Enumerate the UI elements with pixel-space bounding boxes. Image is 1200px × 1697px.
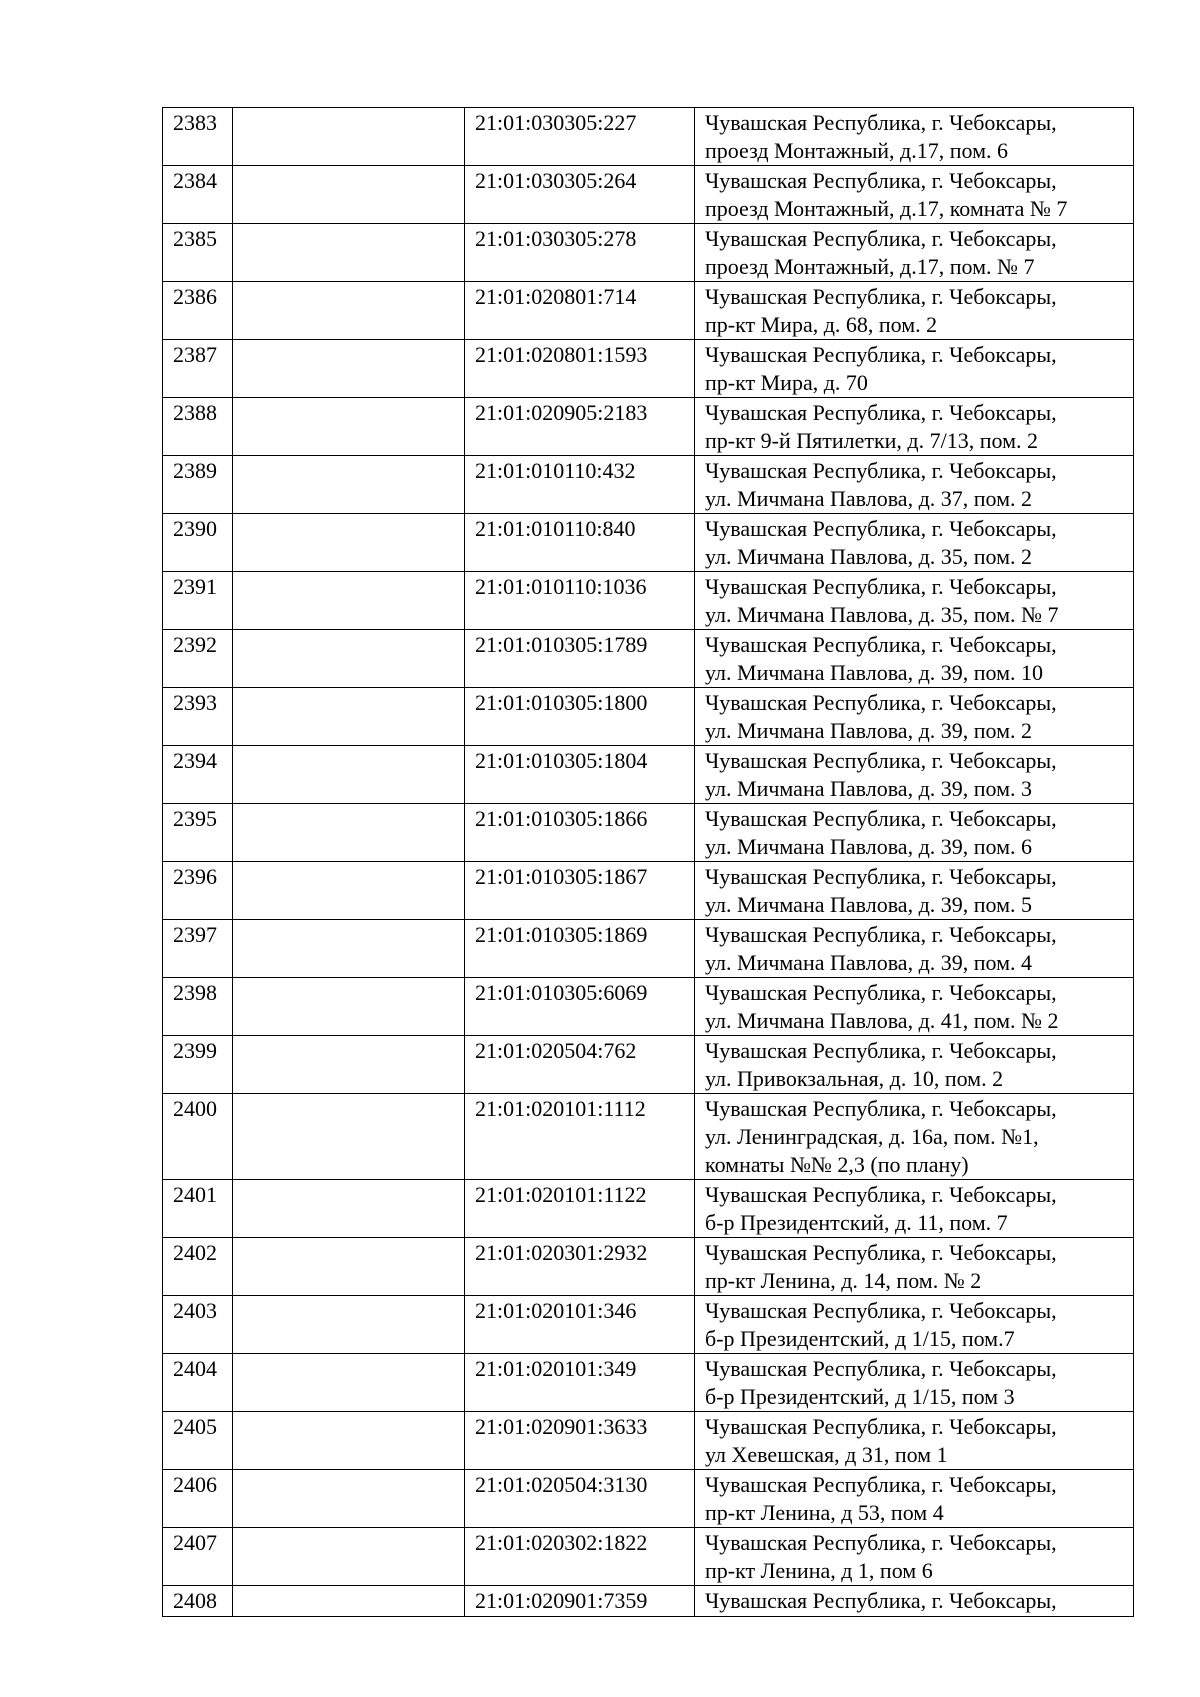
- address-line: пр-кт 9-й Пятилетки, д. 7/13, пом. 2: [705, 428, 1039, 453]
- address-line: Чувашская Республика, г. Чебоксары,: [705, 748, 1057, 773]
- table-row: [163, 1238, 1134, 1296]
- cadastral-number-cell: 21:01:010110:840: [465, 514, 695, 572]
- cadastral-number-cell: 21:01:020901:7359: [465, 1586, 695, 1617]
- cadastral-number-cell: 21:01:020101:346: [465, 1296, 695, 1354]
- row-number-cell: 2392: [163, 630, 233, 688]
- empty-cell: [233, 224, 465, 282]
- row-number-cell: 2396: [163, 862, 233, 920]
- address-cell: [695, 166, 1134, 224]
- table-row: [163, 1586, 1134, 1617]
- registry-table-body: [163, 108, 1134, 1617]
- address-cell: [695, 1094, 1134, 1180]
- address-line: комнаты №№ 2,3 (по плану): [705, 1152, 969, 1177]
- address-line: Чувашская Республика, г. Чебоксары,: [705, 690, 1057, 715]
- address-line: б-р Президентский, д 1/15, пом 3: [705, 1384, 1015, 1409]
- cadastral-number-cell: 21:01:010110:1036: [465, 572, 695, 630]
- cadastral-number-cell: 21:01:020801:1593: [465, 340, 695, 398]
- cadastral-number-cell: 21:01:020101:1112: [465, 1094, 695, 1180]
- address-cell: [695, 108, 1134, 166]
- address-line: пр-кт Ленина, д. 14, пом. № 2: [705, 1268, 982, 1293]
- address-line: Чувашская Республика, г. Чебоксары,: [705, 864, 1057, 889]
- empty-cell: [233, 1528, 465, 1586]
- empty-cell: [233, 108, 465, 166]
- empty-cell: [233, 862, 465, 920]
- address-line: ул. Мичмана Павлова, д. 35, пом. 2: [705, 544, 1033, 569]
- row-number-cell: 2406: [163, 1470, 233, 1528]
- table-row: [163, 282, 1134, 340]
- cadastral-number-cell: 21:01:010305:1869: [465, 920, 695, 978]
- address-line: Чувашская Республика, г. Чебоксары,: [705, 458, 1057, 483]
- empty-cell: [233, 688, 465, 746]
- empty-cell: [233, 398, 465, 456]
- table-row: [163, 1528, 1134, 1586]
- address-cell: [695, 572, 1134, 630]
- address-cell: [695, 1036, 1134, 1094]
- address-cell: [695, 688, 1134, 746]
- row-number-cell: 2397: [163, 920, 233, 978]
- address-line: Чувашская Республика, г. Чебоксары,: [705, 1096, 1057, 1121]
- address-cell: [695, 1180, 1134, 1238]
- address-line: ул. Мичмана Павлова, д. 35, пом. № 7: [705, 602, 1059, 627]
- empty-cell: [233, 1470, 465, 1528]
- address-cell: [695, 804, 1134, 862]
- row-number-cell: 2393: [163, 688, 233, 746]
- empty-cell: [233, 746, 465, 804]
- table-row: [163, 1180, 1134, 1238]
- address-cell: [695, 862, 1134, 920]
- table-row: [163, 514, 1134, 572]
- table-row: [163, 746, 1134, 804]
- cadastral-number-cell: 21:01:020801:714: [465, 282, 695, 340]
- table-row: [163, 1296, 1134, 1354]
- address-cell: [695, 1586, 1134, 1617]
- table-row: [163, 804, 1134, 862]
- row-number-cell: 2391: [163, 572, 233, 630]
- empty-cell: [233, 1296, 465, 1354]
- address-line: Чувашская Республика, г. Чебоксары,: [705, 1588, 1057, 1613]
- table-row: [163, 456, 1134, 514]
- address-line: пр-кт Мира, д. 68, пом. 2: [705, 312, 938, 337]
- table-row: [163, 630, 1134, 688]
- address-line: ул. Мичмана Павлова, д. 37, пом. 2: [705, 486, 1033, 511]
- address-line: проезд Монтажный, д.17, комната № 7: [705, 196, 1068, 221]
- cadastral-number-cell: 21:01:020504:3130: [465, 1470, 695, 1528]
- address-line: ул. Ленинградская, д. 16а, пом. №1,: [705, 1124, 1039, 1149]
- row-number-cell: 2401: [163, 1180, 233, 1238]
- table-row: [163, 1036, 1134, 1094]
- cadastral-number-cell: 21:01:010305:1867: [465, 862, 695, 920]
- address-cell: [695, 1238, 1134, 1296]
- empty-cell: [233, 1180, 465, 1238]
- address-cell: [695, 340, 1134, 398]
- cadastral-number-cell: 21:01:010305:1800: [465, 688, 695, 746]
- address-line: Чувашская Республика, г. Чебоксары,: [705, 1356, 1057, 1381]
- address-line: Чувашская Республика, г. Чебоксары,: [705, 168, 1057, 193]
- table-row: [163, 1470, 1134, 1528]
- address-line: б-р Президентский, д 1/15, пом.7: [705, 1326, 1015, 1351]
- empty-cell: [233, 1094, 465, 1180]
- address-cell: [695, 514, 1134, 572]
- table-row: [163, 688, 1134, 746]
- address-line: Чувашская Республика, г. Чебоксары,: [705, 1472, 1057, 1497]
- row-number-cell: 2399: [163, 1036, 233, 1094]
- empty-cell: [233, 340, 465, 398]
- address-cell: [695, 1412, 1134, 1470]
- table-row: [163, 166, 1134, 224]
- address-line: ул. Мичмана Павлова, д. 39, пом. 2: [705, 718, 1033, 743]
- empty-cell: [233, 1036, 465, 1094]
- address-line: Чувашская Республика, г. Чебоксары,: [705, 980, 1057, 1005]
- table-row: [163, 1354, 1134, 1412]
- table-row: [163, 920, 1134, 978]
- empty-cell: [233, 804, 465, 862]
- cadastral-number-cell: 21:01:010305:1804: [465, 746, 695, 804]
- row-number-cell: 2386: [163, 282, 233, 340]
- address-line: Чувашская Республика, г. Чебоксары,: [705, 516, 1057, 541]
- address-line: Чувашская Республика, г. Чебоксары,: [705, 400, 1057, 425]
- address-line: пр-кт Мира, д. 70: [705, 370, 868, 395]
- address-line: ул. Мичмана Павлова, д. 39, пом. 5: [705, 892, 1033, 917]
- address-line: ул Хевешская, д 31, пом 1: [705, 1442, 948, 1467]
- empty-cell: [233, 166, 465, 224]
- address-cell: [695, 456, 1134, 514]
- address-cell: [695, 920, 1134, 978]
- cadastral-number-cell: 21:01:030305:264: [465, 166, 695, 224]
- row-number-cell: 2404: [163, 1354, 233, 1412]
- address-line: пр-кт Ленина, д 1, пом 6: [705, 1558, 933, 1583]
- table-row: [163, 862, 1134, 920]
- address-cell: [695, 282, 1134, 340]
- address-cell: [695, 1296, 1134, 1354]
- address-line: ул. Мичмана Павлова, д. 39, пом. 10: [705, 660, 1044, 685]
- row-number-cell: 2402: [163, 1238, 233, 1296]
- row-number-cell: 2394: [163, 746, 233, 804]
- row-number-cell: 2389: [163, 456, 233, 514]
- address-line: Чувашская Республика, г. Чебоксары,: [705, 574, 1057, 599]
- table-row: [163, 108, 1134, 166]
- address-cell: [695, 398, 1134, 456]
- cadastral-number-cell: 21:01:020302:1822: [465, 1528, 695, 1586]
- address-line: ул. Мичмана Павлова, д. 39, пом. 6: [705, 834, 1033, 859]
- cadastral-number-cell: 21:01:010110:432: [465, 456, 695, 514]
- row-number-cell: 2400: [163, 1094, 233, 1180]
- row-number-cell: 2405: [163, 1412, 233, 1470]
- cadastral-number-cell: 21:01:020504:762: [465, 1036, 695, 1094]
- empty-cell: [233, 572, 465, 630]
- address-line: проезд Монтажный, д.17, пом. № 7: [705, 254, 1035, 279]
- cadastral-number-cell: 21:01:020901:3633: [465, 1412, 695, 1470]
- address-cell: [695, 746, 1134, 804]
- address-line: Чувашская Республика, г. Чебоксары,: [705, 110, 1057, 135]
- cadastral-number-cell: 21:01:030305:278: [465, 224, 695, 282]
- row-number-cell: 2388: [163, 398, 233, 456]
- address-cell: [695, 978, 1134, 1036]
- address-line: Чувашская Республика, г. Чебоксары,: [705, 1298, 1057, 1323]
- cadastral-number-cell: 21:01:020101:349: [465, 1354, 695, 1412]
- empty-cell: [233, 282, 465, 340]
- address-cell: [695, 630, 1134, 688]
- address-line: проезд Монтажный, д.17, пом. 6: [705, 138, 1008, 163]
- table-row: [163, 572, 1134, 630]
- row-number-cell: 2384: [163, 166, 233, 224]
- table-row: [163, 1094, 1134, 1180]
- row-number-cell: 2408: [163, 1586, 233, 1617]
- address-line: Чувашская Республика, г. Чебоксары,: [705, 1182, 1057, 1207]
- address-line: пр-кт Ленина, д 53, пом 4: [705, 1500, 944, 1525]
- table-row: [163, 398, 1134, 456]
- row-number-cell: 2398: [163, 978, 233, 1036]
- address-line: ул. Мичмана Павлова, д. 41, пом. № 2: [705, 1008, 1059, 1033]
- address-line: ул. Мичмана Павлова, д. 39, пом. 3: [705, 776, 1033, 801]
- row-number-cell: 2383: [163, 108, 233, 166]
- empty-cell: [233, 1412, 465, 1470]
- row-number-cell: 2407: [163, 1528, 233, 1586]
- address-line: Чувашская Республика, г. Чебоксары,: [705, 1530, 1057, 1555]
- cadastral-number-cell: 21:01:030305:227: [465, 108, 695, 166]
- row-number-cell: 2387: [163, 340, 233, 398]
- address-line: Чувашская Республика, г. Чебоксары,: [705, 1414, 1057, 1439]
- cadastral-number-cell: 21:01:020101:1122: [465, 1180, 695, 1238]
- address-cell: [695, 1528, 1134, 1586]
- address-line: Чувашская Республика, г. Чебоксары,: [705, 342, 1057, 367]
- empty-cell: [233, 514, 465, 572]
- address-line: Чувашская Республика, г. Чебоксары,: [705, 632, 1057, 657]
- row-number-cell: 2390: [163, 514, 233, 572]
- address-line: Чувашская Республика, г. Чебоксары,: [705, 226, 1057, 251]
- cadastral-number-cell: 21:01:010305:6069: [465, 978, 695, 1036]
- table-row: [163, 340, 1134, 398]
- address-line: Чувашская Республика, г. Чебоксары,: [705, 922, 1057, 947]
- address-line: ул. Привокзальная, д. 10, пом. 2: [705, 1066, 1004, 1091]
- address-cell: [695, 1354, 1134, 1412]
- address-cell: [695, 1470, 1134, 1528]
- table-row: [163, 1412, 1134, 1470]
- table-row: [163, 978, 1134, 1036]
- cadastral-number-cell: 21:01:010305:1789: [465, 630, 695, 688]
- cadastral-number-cell: 21:01:020301:2932: [465, 1238, 695, 1296]
- address-line: б-р Президентский, д. 11, пом. 7: [705, 1210, 1008, 1235]
- row-number-cell: 2395: [163, 804, 233, 862]
- empty-cell: [233, 630, 465, 688]
- address-line: Чувашская Республика, г. Чебоксары,: [705, 1240, 1057, 1265]
- cadastral-number-cell: 21:01:020905:2183: [465, 398, 695, 456]
- empty-cell: [233, 978, 465, 1036]
- property-registry-table: [162, 107, 1134, 1617]
- address-line: ул. Мичмана Павлова, д. 39, пом. 4: [705, 950, 1033, 975]
- row-number-cell: 2403: [163, 1296, 233, 1354]
- cadastral-number-cell: 21:01:010305:1866: [465, 804, 695, 862]
- address-line: Чувашская Республика, г. Чебоксары,: [705, 284, 1057, 309]
- empty-cell: [233, 1586, 465, 1617]
- address-cell: [695, 224, 1134, 282]
- empty-cell: [233, 1238, 465, 1296]
- empty-cell: [233, 456, 465, 514]
- address-line: Чувашская Республика, г. Чебоксары,: [705, 806, 1057, 831]
- address-line: Чувашская Республика, г. Чебоксары,: [705, 1038, 1057, 1063]
- row-number-cell: 2385: [163, 224, 233, 282]
- table-row: [163, 224, 1134, 282]
- empty-cell: [233, 1354, 465, 1412]
- empty-cell: [233, 920, 465, 978]
